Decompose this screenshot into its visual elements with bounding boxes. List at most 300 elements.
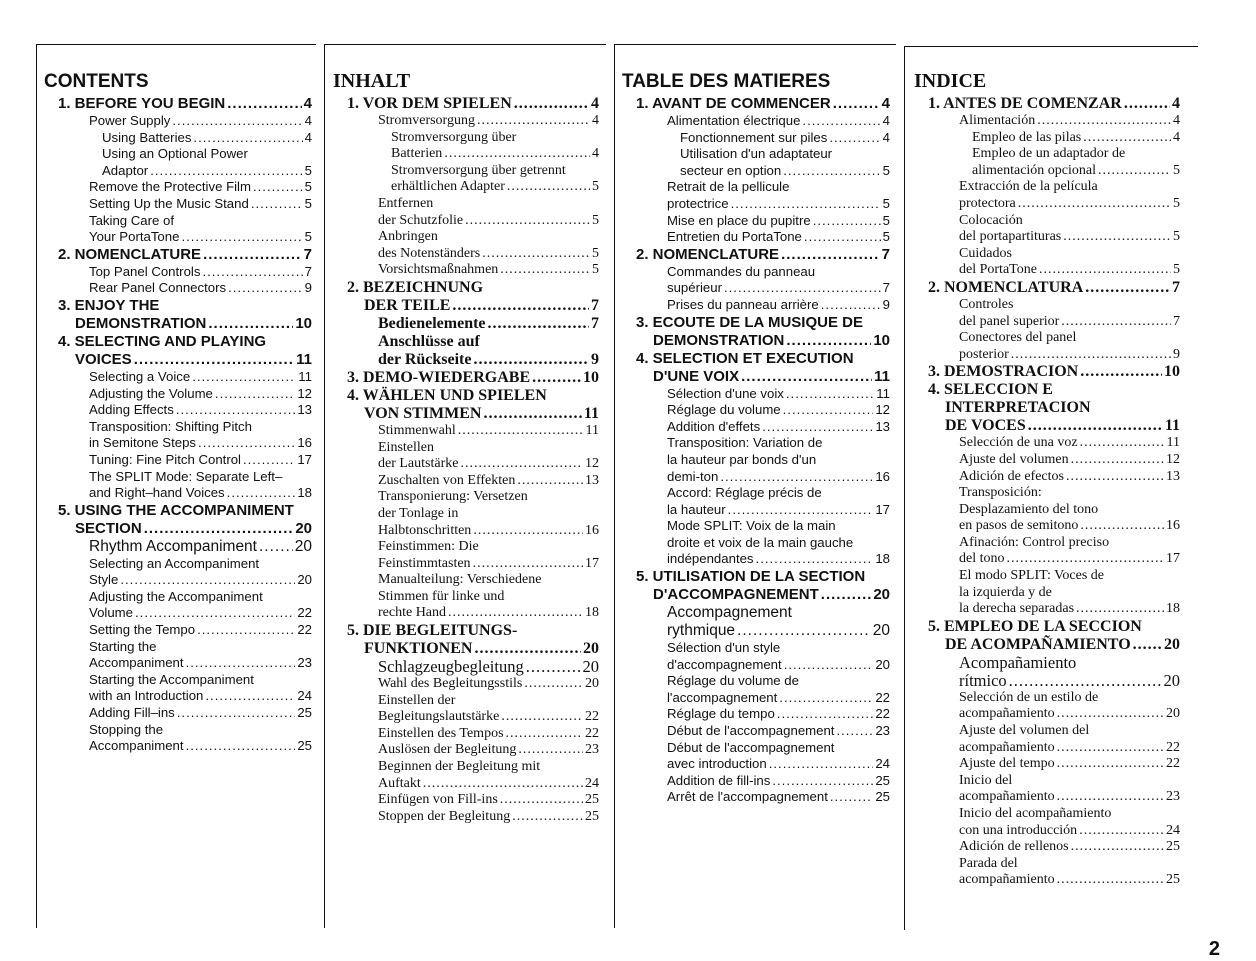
toc-entry-title: The SPLIT Mode: Separate Left– [89, 468, 283, 484]
toc-entry-title: Mode SPLIT: Voix de la main [667, 518, 836, 534]
toc-entry-title: Conectores del panel [959, 330, 1077, 346]
dot-leader [830, 789, 873, 806]
dot-leader [813, 213, 881, 230]
toc-entry-title: del PortaTone [959, 262, 1037, 278]
toc-entry-title: Adjusting the Volume [89, 385, 213, 401]
toc-entry-title: Colocación [959, 212, 1023, 228]
toc-entry [914, 381, 1180, 399]
toc-entry [622, 95, 890, 113]
toc-entry-title: la izquierda y de [959, 584, 1052, 600]
toc-entry [44, 213, 312, 230]
toc-entry-title: 5. USING THE ACCOMPANIMENT [58, 501, 294, 519]
dot-leader [777, 706, 874, 723]
toc-entry [622, 706, 890, 723]
dot-leader [821, 297, 881, 314]
toc-entry [44, 113, 312, 130]
toc-entry [333, 130, 599, 147]
toc-entry-title: INTERPRETACION [945, 399, 1091, 417]
toc-entry [44, 435, 312, 452]
toc-entry-title: Adding Fill–ins [89, 705, 175, 721]
toc-entry-title: protectrice [667, 195, 729, 211]
toc-entry-title: indépendantes [667, 551, 754, 567]
toc-entry-title: Starting the [89, 638, 157, 654]
toc-entry-title: Adición de efectos [959, 468, 1064, 484]
dot-leader [1057, 706, 1164, 723]
toc-entry-title: Transposición: [959, 485, 1042, 501]
toc-entry-page: 7 [1172, 278, 1180, 296]
dot-leader [474, 640, 581, 658]
toc-entry-title: 1. BEFORE YOU BEGIN [58, 95, 226, 112]
toc-entry-page: 4 [1172, 95, 1180, 112]
toc-entry-page: 12 [875, 402, 890, 418]
toc-entry-title: acompañamiento [959, 872, 1055, 888]
toc-entry [622, 368, 890, 386]
toc-entry-title: demi-ton [667, 468, 719, 484]
toc-entry-title: Setting Up the Music Stand [89, 195, 249, 211]
toc-entry-page: 5 [882, 229, 890, 245]
toc-entry [914, 740, 1180, 757]
toc-entry-title: 4. SELECTING AND PLAYING [58, 332, 267, 350]
toc-entry-title: with an Introduction [89, 688, 204, 704]
toc-entry-page: 17 [1166, 551, 1180, 567]
toc-entry-page: 5 [882, 212, 890, 228]
toc-entry [914, 213, 1180, 230]
toc-entry-title: Ajuste del volumen [959, 451, 1069, 467]
toc-entry-title: 2. NOMENCLATURA [928, 278, 1084, 296]
toc-entry [914, 262, 1180, 279]
toc-entry-page: 20 [873, 586, 890, 604]
toc-entry-title: Tuning: Fine Pitch Control [89, 451, 241, 467]
toc-entry [622, 452, 890, 469]
toc-entry-page: 25 [585, 792, 599, 808]
toc-entry-title: VOICES [75, 350, 132, 368]
toc-entry-title: Entfernen [378, 195, 434, 211]
toc-entry-page: 4 [592, 113, 599, 128]
toc-entry [914, 146, 1180, 163]
toc-entry-page: 5 [304, 162, 312, 178]
toc-entry-title: Début de l'accompagnement [667, 739, 835, 755]
toc-entry-title: erhältlichen Adapter [391, 179, 505, 195]
toc-entry-title: Wahl des Begleitungsstils [378, 676, 523, 692]
toc-entry-title: del portapartituras [959, 229, 1062, 245]
toc-entry-title: Beginnen der Begleitung mit [378, 759, 541, 775]
toc-entry [44, 605, 312, 622]
toc-entry [44, 419, 312, 436]
toc-entry [914, 839, 1180, 856]
toc-entry [333, 369, 599, 387]
toc-entry [622, 673, 890, 690]
toc-entry-page: 25 [297, 705, 312, 721]
toc-entry [622, 246, 890, 264]
toc-entry-title: protectora [959, 195, 1016, 211]
toc-entry-title: Accompagnement [667, 604, 792, 622]
dot-leader [1063, 229, 1171, 246]
dot-leader [1083, 130, 1171, 147]
toc-entry-title: 3. DEMOSTRACION [928, 363, 1079, 381]
toc-entry [333, 297, 599, 315]
toc-entry-title: Auftakt [378, 775, 421, 791]
toc-entry [333, 315, 599, 333]
toc-entry-page: 9 [304, 280, 312, 296]
dot-leader [1080, 435, 1165, 452]
toc-entry-title: Feinstimmtasten [378, 555, 471, 571]
top-rule-2 [324, 44, 606, 45]
toc-entry-title: Anbringen [378, 229, 438, 245]
toc-entry-page: 22 [1166, 739, 1180, 755]
toc-entry [333, 759, 599, 776]
toc-entry [333, 262, 599, 279]
toc-entry [914, 246, 1180, 263]
toc-entry-page: 22 [875, 706, 890, 722]
dot-leader [215, 386, 295, 403]
toc-entry-page: 5 [1173, 162, 1180, 178]
toc-entry [914, 823, 1180, 840]
dot-leader [444, 146, 590, 163]
toc-entry-page: 25 [1166, 839, 1180, 855]
toc-entry-title: Desplazamiento del tono [959, 501, 1099, 517]
toc-entry-page: 22 [1166, 756, 1180, 772]
toc-entry-page: 7 [591, 296, 599, 314]
toc-entry-title: Selecting an Accompaniment [89, 555, 260, 571]
toc-entry-title: Stimmen für linke und [378, 588, 505, 604]
toc-entry-title: del tono [959, 551, 1005, 567]
toc-entry-title: Stimmenwahl [378, 422, 456, 438]
toc-entry [914, 706, 1180, 723]
dot-leader [483, 405, 581, 423]
toc-entry-title: en pasos de semitono [959, 518, 1079, 534]
toc-entry [44, 402, 312, 419]
toc-entry-page: 11 [876, 385, 890, 401]
toc-entry [333, 405, 599, 423]
toc-entry-page: 11 [1166, 435, 1180, 451]
dot-leader [731, 196, 881, 213]
toc-entry-page: 9 [591, 350, 599, 368]
dot-leader [482, 246, 590, 263]
toc-entry-page: 5 [1173, 262, 1180, 278]
toc-entry-page: 20 [583, 640, 599, 658]
toc-entry [914, 196, 1180, 213]
toc-entry-title: 1. VOR DEM SPIELEN [347, 95, 512, 112]
dot-leader [526, 658, 581, 676]
toc-entry [44, 386, 312, 403]
toc-entry-title: Ajuste del tempo [959, 756, 1055, 772]
toc-entry-title: 2. BEZEICHNUNG [347, 278, 484, 296]
column-divider-3 [614, 44, 615, 928]
toc-entry [44, 655, 312, 672]
toc-entry-page: 13 [875, 418, 890, 434]
toc-entry [44, 688, 312, 705]
dot-leader [524, 676, 583, 693]
toc-entry-page: 5 [592, 262, 599, 278]
toc-entry-page: 25 [1166, 872, 1180, 888]
toc-entry-title: del panel superior [959, 313, 1060, 329]
toc-entry [914, 279, 1180, 297]
toc-entry-title: Réglage du tempo [667, 706, 775, 722]
toc-entry [333, 95, 599, 113]
toc-entry [333, 556, 599, 573]
dot-leader [203, 246, 302, 264]
toc-entry [333, 146, 599, 163]
page-number: 2 [1208, 938, 1220, 960]
toc-entry-title: la hauteur [667, 501, 726, 517]
toc-entry-page: 23 [297, 655, 312, 671]
toc-entry-title: 1. ANTES DE COMENZAR [928, 95, 1122, 112]
dot-leader [251, 196, 303, 213]
column-divider-1 [36, 44, 37, 928]
toc-entry-title: 5. UTILISATION DE LA SECTION [636, 568, 866, 586]
toc-entry-page: 25 [297, 738, 312, 754]
contents-column-spanish [914, 70, 1180, 889]
toc-entry [333, 693, 599, 710]
toc-entry-title: Mise en place du pupitre [667, 212, 811, 228]
toc-entry-title: Afinación: Control preciso [959, 534, 1110, 550]
toc-entry [44, 297, 312, 315]
toc-entry-title: Accompaniment [89, 655, 184, 671]
toc-entry [622, 622, 890, 640]
toc-entry-title: Empleo de un adaptador de [972, 146, 1126, 162]
toc-entry [333, 489, 599, 506]
toc-entry [44, 538, 312, 556]
toc-entry-title: Einstellen der [378, 692, 456, 708]
dot-leader [488, 315, 589, 333]
dot-leader [473, 556, 583, 573]
toc-entry-page: 13 [1166, 468, 1180, 484]
dot-leader [1011, 347, 1171, 364]
toc-entry [44, 179, 312, 196]
toc-entry-page: 22 [585, 709, 599, 725]
toc-entry [44, 722, 312, 739]
toc-entry-page: 9 [882, 296, 890, 312]
toc-entry-title: la derecha separadas [959, 601, 1075, 617]
toc-entry [914, 551, 1180, 568]
toc-entry [914, 363, 1180, 381]
toc-entry [44, 163, 312, 180]
toc-entry [44, 130, 312, 147]
toc-entry-title: 2. NOMENCLATURE [58, 245, 202, 263]
toc-entry-title: Fonctionnement sur piles [680, 129, 828, 145]
dot-leader [500, 792, 583, 809]
dot-leader [783, 163, 880, 180]
dot-leader [1057, 872, 1164, 889]
toc-entry-title: 4. SELECTION ET EXECUTION [636, 349, 854, 367]
toc-entry-title: Zuschalten von Effekten [378, 472, 516, 488]
toc-entry-title: Sélection d'une voix [667, 385, 784, 401]
toc-entry [914, 690, 1180, 707]
toc-entry-title: Controles [959, 296, 1014, 312]
toc-entry-page: 22 [297, 605, 312, 621]
toc-entry-title: Using an Optional Power [102, 146, 248, 162]
toc-entry-page: 5 [592, 179, 599, 195]
column-heading: TABLE DES MATIERES [622, 71, 831, 92]
toc-entry-page: 4 [882, 113, 890, 128]
dot-leader [783, 402, 874, 419]
toc-entry [333, 351, 599, 369]
toc-entry-page: 24 [875, 756, 890, 772]
dot-leader [259, 538, 293, 556]
toc-entry [622, 740, 890, 757]
dot-leader [202, 264, 302, 281]
toc-entry-page: 20 [1163, 670, 1180, 690]
toc-entry [333, 473, 599, 490]
toc-entry-title: Your PortaTone [89, 229, 180, 245]
toc-entry-title: Feinstimmen: Die [378, 539, 479, 555]
column-divider-2 [324, 44, 325, 928]
toc-entry [44, 556, 312, 573]
toc-entry-page: 7 [881, 245, 890, 263]
toc-entry [44, 572, 312, 589]
dot-leader [833, 95, 880, 113]
toc-entry-title: Begleitungslautstärke [378, 709, 500, 725]
toc-entry-title: Stoppen der Begleitung [378, 808, 511, 824]
toc-entry [333, 589, 599, 606]
toc-entry-page: 16 [585, 522, 599, 538]
toc-entry [914, 485, 1180, 502]
toc-entry-title: posterior [959, 346, 1009, 362]
toc-entry [333, 387, 599, 405]
dot-leader [172, 113, 302, 130]
dot-leader [1079, 823, 1164, 840]
toc-entry [333, 572, 599, 589]
toc-entry-title: DEMONSTRATION [653, 331, 785, 349]
toc-entry [44, 622, 312, 639]
toc-entry-title: D'UNE VOIX [653, 367, 740, 385]
toc-entry [914, 417, 1180, 435]
toc-entry [44, 485, 312, 502]
dot-leader [120, 572, 295, 589]
toc-entry [622, 146, 890, 163]
toc-entry [333, 809, 599, 826]
toc-entry [333, 605, 599, 622]
toc-entry-page: 13 [297, 402, 312, 418]
dot-leader [1009, 672, 1162, 690]
toc-entry [914, 179, 1180, 196]
toc-entry [914, 806, 1180, 823]
toc-entry [44, 95, 312, 113]
dot-leader [134, 351, 294, 369]
toc-entry-page: 20 [295, 519, 312, 537]
dot-leader [1085, 279, 1170, 297]
contents-column-german [333, 70, 599, 825]
toc-entry-title: FUNKTIONEN [364, 640, 473, 658]
toc-entry [622, 773, 890, 790]
dot-leader [135, 605, 295, 622]
toc-entry-title: Setting the Tempo [89, 622, 196, 638]
toc-entry [914, 723, 1180, 740]
dot-leader [181, 229, 302, 246]
top-rule-1 [36, 44, 316, 45]
toc-entry [44, 315, 312, 333]
toc-entry-title: der Lautstärke [378, 456, 459, 472]
toc-entry [622, 229, 890, 246]
toc-entry [622, 568, 890, 586]
dot-leader [1037, 113, 1171, 130]
toc-entry-title: DE ACOMPAÑAMIENTO [945, 635, 1131, 653]
toc-entry [622, 196, 890, 213]
toc-entry [914, 535, 1180, 552]
toc-entry-page: 13 [585, 472, 599, 488]
dot-leader [458, 423, 584, 440]
dot-leader [176, 402, 296, 419]
column-divider-4 [904, 46, 905, 930]
toc-entry-title: Style [89, 572, 119, 588]
toc-entry [914, 130, 1180, 147]
dot-leader [1039, 262, 1171, 279]
toc-entry-page: 5 [592, 212, 599, 228]
toc-entry-title: Halbtonschritten [378, 522, 472, 538]
toc-entry-title: Extracción de la película [959, 179, 1098, 195]
dot-leader [741, 368, 872, 386]
toc-entry [333, 506, 599, 523]
toc-entry-page: 18 [875, 551, 890, 567]
toc-entry-title: Top Panel Controls [89, 263, 201, 279]
dot-leader [1071, 452, 1164, 469]
toc-entry-title: Accompaniment [89, 738, 184, 754]
top-rule-4 [904, 46, 1198, 47]
toc-entry-title: 4. WÄHLEN UND SPIELEN [347, 386, 547, 404]
toc-entry-title: Parada del [959, 855, 1018, 871]
toc-entry-title: Acompañamiento [959, 652, 1077, 672]
toc-entry [333, 726, 599, 743]
toc-entry [333, 163, 599, 180]
dot-leader [512, 809, 583, 826]
toc-entry [914, 452, 1180, 469]
toc-entry [914, 756, 1180, 773]
toc-entry [914, 856, 1180, 873]
dot-leader [784, 657, 874, 674]
toc-entry [914, 330, 1180, 347]
toc-entry-page: 5 [1173, 229, 1180, 245]
toc-entry-page: 20 [872, 622, 890, 640]
toc-entry-title: Prises du panneau arrière [667, 296, 819, 312]
dot-leader [802, 113, 880, 130]
toc-entry-title: Selección de un estilo de [959, 689, 1099, 705]
dot-leader [473, 351, 589, 369]
toc-entry-page: 9 [1173, 346, 1180, 362]
toc-entry [914, 469, 1180, 486]
toc-entry [44, 264, 312, 281]
toc-entry [622, 435, 890, 452]
toc-entry-page: 4 [304, 113, 312, 128]
toc-entry-page: 16 [875, 468, 890, 484]
toc-entry-page: 12 [1166, 451, 1180, 467]
toc-entry-page: 20 [585, 676, 599, 692]
toc-entry [333, 792, 599, 809]
dot-leader [193, 130, 302, 147]
toc-entry-page: 5 [1173, 195, 1180, 211]
toc-entry-page: 22 [585, 725, 599, 741]
toc-entry [914, 773, 1180, 790]
toc-entry-title: Adding Effects [89, 402, 174, 418]
toc-entry-page: 25 [585, 808, 599, 824]
toc-entry-title: DEMONSTRATION [75, 314, 207, 332]
toc-entry-title: Stromversorgung über [391, 129, 517, 145]
dot-leader [786, 332, 871, 350]
toc-entry [914, 95, 1180, 113]
toc-entry-page: 10 [583, 368, 599, 386]
toc-entry [622, 789, 890, 806]
dot-leader [1007, 551, 1165, 568]
toc-entry [333, 709, 599, 726]
toc-entry [44, 738, 312, 755]
toc-entry-title: rythmique [667, 622, 736, 640]
dot-leader [821, 586, 872, 604]
toc-entry-page: 11 [1164, 417, 1180, 435]
toc-entry-title: avec introduction [667, 756, 767, 772]
toc-entry-title: d'accompagnement [667, 656, 782, 672]
toc-entry [44, 589, 312, 606]
dot-leader [1057, 740, 1164, 757]
toc-entry-page: 17 [585, 555, 599, 571]
